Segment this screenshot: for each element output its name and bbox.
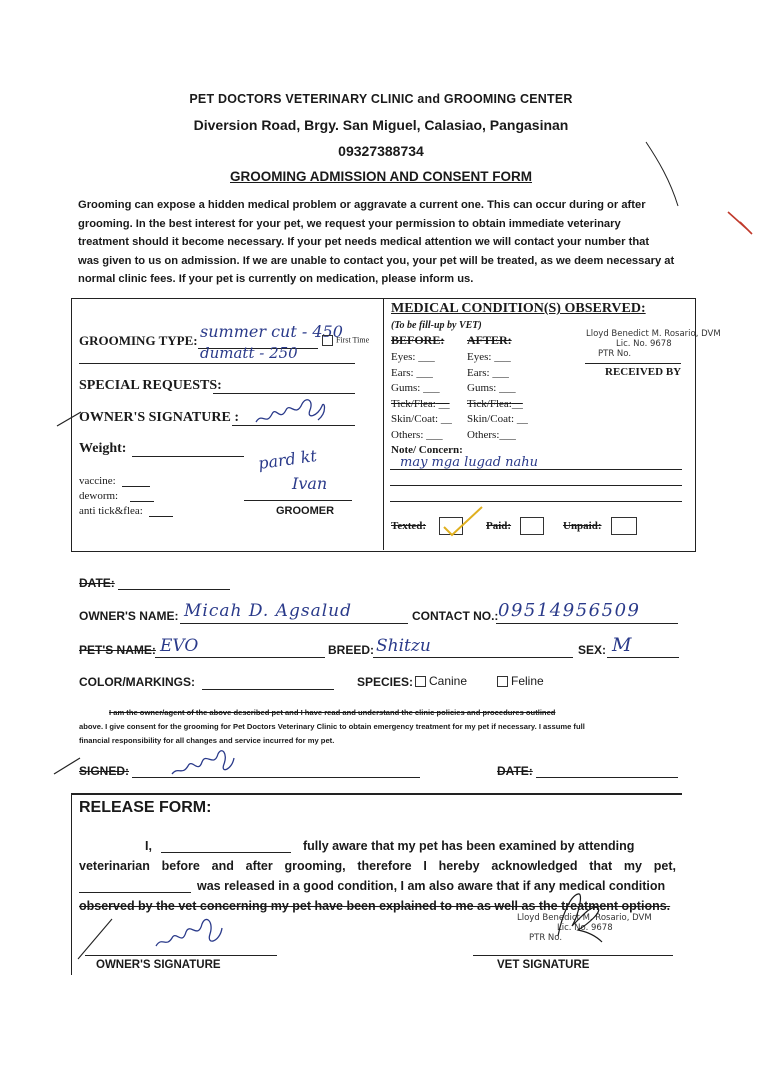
feline-option[interactable] bbox=[497, 674, 544, 688]
consent-line: above. I give consent for the grooming for Pet Doctors Veterinary Clinic to obtain emergency treatment for my pet if necessary. I assume full bbox=[79, 722, 585, 731]
box-divider bbox=[383, 298, 384, 550]
after-item: Others:___ bbox=[467, 428, 516, 441]
sex-label: SEX: bbox=[578, 643, 607, 657]
vet-stamp-name: Lloyd Benedict M. Rosario, DVM bbox=[517, 913, 652, 923]
paid-label: Paid: bbox=[486, 520, 512, 532]
release-title: RELEASE FORM: bbox=[79, 799, 212, 816]
check-mark-icon bbox=[440, 503, 486, 539]
pet-name-label: PET'S NAME: bbox=[79, 643, 156, 657]
groomer-name-1: pard kt bbox=[256, 445, 318, 474]
checkbox-icon[interactable] bbox=[497, 676, 508, 687]
anti-tick-line[interactable] bbox=[149, 516, 173, 517]
before-item: Ears: ___ bbox=[391, 366, 433, 379]
grooming-type-line-2 bbox=[79, 363, 355, 364]
pet-name-line[interactable] bbox=[155, 657, 325, 658]
paid-checkbox[interactable] bbox=[520, 517, 544, 535]
breed-line[interactable] bbox=[373, 657, 573, 658]
release-line-2: veterinarian before and after grooming, therefore I hereby acknowledged that my pet, bbox=[79, 859, 676, 873]
breed-value: Shitzu bbox=[376, 636, 431, 656]
check-mark-icon bbox=[52, 756, 84, 778]
first-time-label: First Time bbox=[336, 335, 370, 345]
texted-label: Texted: bbox=[391, 520, 427, 532]
release-vet-signature-line[interactable] bbox=[473, 955, 673, 956]
consent-line: I am the owner/agent of the above described pet and I have read and understand the clinic policies and procedures outlined bbox=[109, 708, 556, 717]
before-item: Skin/Coat: __ bbox=[391, 413, 452, 425]
pet-name-value: EVO bbox=[160, 636, 199, 656]
weight-label: Weight: bbox=[79, 441, 127, 456]
unpaid-label: Unpaid: bbox=[563, 520, 602, 532]
deworm-label: deworm: bbox=[79, 490, 119, 502]
clinic-address: Diversion Road, Brgy. San Miguel, Calasiao, Pangasinan bbox=[193, 117, 569, 133]
anti-tick-label: anti tick&flea: bbox=[79, 505, 143, 517]
date-line[interactable] bbox=[118, 589, 230, 590]
species-label: SPECIES: bbox=[357, 675, 414, 689]
release-vet-signature-label: VET SIGNATURE bbox=[497, 959, 590, 971]
grooming-type-value-2: dumatt - 250 bbox=[200, 344, 298, 362]
before-list bbox=[391, 350, 452, 443]
weight-line[interactable] bbox=[132, 456, 244, 457]
consent-paragraph bbox=[79, 706, 685, 748]
intro-line: Grooming can expose a hidden medical problem or aggravate a current one. This can occur during or after bbox=[78, 199, 646, 211]
after-item: Tick/Flea:__ bbox=[467, 397, 523, 410]
note-value: may mga lugad nahu bbox=[400, 455, 539, 470]
contact-label: CONTACT NO.: bbox=[412, 609, 499, 623]
sex-line[interactable] bbox=[607, 657, 679, 658]
vet-stamp-lic: Lic. No. 9678 bbox=[557, 923, 613, 933]
form-title: GROOMING ADMISSION AND CONSENT FORM bbox=[230, 169, 532, 184]
checkbox-icon[interactable] bbox=[322, 335, 333, 346]
before-label: BEFORE: bbox=[391, 333, 445, 347]
after-item: Gums: ___ bbox=[467, 382, 516, 394]
owner-signature-label: OWNER'S SIGNATURE : bbox=[79, 410, 239, 425]
owner-name-label: OWNER'S NAME: bbox=[79, 609, 179, 623]
groomer-label: GROOMER bbox=[276, 505, 335, 517]
clinic-name: PET DOCTORS VETERINARY CLINIC and GROOMING CENTER bbox=[189, 92, 573, 106]
intro-line: grooming. In the best interest for your pet, we request your permission to obtain immediate veterinary bbox=[78, 217, 621, 230]
color-label: COLOR/MARKINGS: bbox=[79, 675, 195, 689]
after-item: Skin/Coat: __ bbox=[467, 413, 528, 425]
vaccine-line[interactable] bbox=[122, 486, 150, 487]
stray-pen-mark bbox=[644, 140, 684, 210]
groomer-line bbox=[244, 500, 352, 501]
release-line-1: I, fully aware that my pet has been examined by attending bbox=[145, 839, 635, 853]
canine-option[interactable] bbox=[415, 674, 467, 688]
date-label: DATE: bbox=[79, 576, 115, 590]
intro-line: was given to us on admission. If we are unable to contact you, your pet will be treated, as we deem necessary at bbox=[78, 254, 675, 267]
signed-label: SIGNED: bbox=[79, 764, 130, 778]
note-line-2[interactable] bbox=[390, 485, 682, 486]
after-label: AFTER: bbox=[467, 333, 512, 347]
owner-signature-scribble bbox=[252, 392, 332, 428]
note-line-1[interactable] bbox=[390, 469, 682, 470]
contact-line[interactable] bbox=[496, 623, 678, 624]
deworm-line[interactable] bbox=[130, 501, 154, 502]
received-by-label: RECEIVED BY bbox=[605, 366, 682, 378]
vet-stamp-ptr: PTR No. bbox=[529, 933, 563, 943]
release-owner-signature-label: OWNER'S SIGNATURE bbox=[96, 959, 221, 971]
before-item: Gums: ___ bbox=[391, 382, 440, 394]
consent-date-label: DATE: bbox=[497, 764, 533, 778]
medical-title: MEDICAL CONDITION(S) OBSERVED: bbox=[391, 301, 646, 316]
intro-line: normal clinic fees. If your pet is currently on medication, please inform us. bbox=[78, 273, 474, 285]
owner-name-line[interactable] bbox=[180, 623, 408, 624]
vet-stamp bbox=[586, 329, 721, 359]
intro-line: treatment should it become necessary. If your pet needs medical attention we will contact your number that bbox=[78, 236, 650, 248]
consent-signature-scribble bbox=[168, 744, 238, 780]
grooming-type-value-1: summer cut - 450 bbox=[200, 322, 343, 341]
after-item: Eyes: ___ bbox=[467, 351, 511, 363]
clinic-phone: 09327388734 bbox=[338, 143, 424, 159]
vet-stamp-ptr: PTR No. bbox=[598, 349, 632, 359]
color-line[interactable] bbox=[202, 689, 334, 690]
canine-label: Canine bbox=[429, 674, 468, 688]
vet-stamp-lic: Lic. No. 9678 bbox=[616, 339, 672, 349]
release-line-3: was released in a good condition, I am also aware that if any medical condition bbox=[79, 876, 676, 896]
breed-label: BREED: bbox=[328, 643, 375, 657]
groomer-name-2: Ivan bbox=[292, 474, 328, 493]
note-label: Note/ Concern: bbox=[391, 444, 463, 456]
unpaid-checkbox[interactable] bbox=[611, 517, 637, 535]
contact-value: 09514956509 bbox=[498, 600, 641, 621]
stray-red-mark bbox=[726, 208, 756, 238]
vet-signature-scribble bbox=[548, 886, 608, 946]
vet-stamp-name: Lloyd Benedict M. Rosario, DVM bbox=[586, 329, 721, 339]
before-item: Eyes: ___ bbox=[391, 351, 435, 363]
before-item: Others: ___ bbox=[391, 428, 443, 441]
owner-name-value: Micah D. Agsalud bbox=[184, 601, 352, 621]
vaccine-label: vaccine: bbox=[79, 475, 116, 487]
consent-date-line[interactable] bbox=[536, 777, 678, 778]
grooming-type-label: GROOMING TYPE: bbox=[79, 333, 198, 348]
special-requests-label: SPECIAL REQUESTS: bbox=[79, 378, 222, 393]
release-owner-signature-line[interactable] bbox=[85, 955, 277, 956]
sex-value: M bbox=[612, 634, 632, 656]
check-mark-icon bbox=[55, 408, 85, 430]
received-by-line bbox=[585, 363, 681, 364]
consent-line: financial responsibility for all changes and service incurred for my pet. bbox=[79, 736, 335, 745]
release-owner-signature-scribble bbox=[150, 912, 230, 954]
first-time-checkbox[interactable] bbox=[322, 335, 369, 346]
intro-paragraph bbox=[78, 196, 684, 289]
release-line-4: observed by the vet concerning my pet have been explained to me as well as the treatment options. bbox=[79, 899, 671, 913]
after-list bbox=[467, 350, 528, 443]
medical-subtitle: (To be fill-up by VET) bbox=[391, 320, 482, 331]
note-line-3[interactable] bbox=[390, 501, 682, 502]
after-item: Ears: ___ bbox=[467, 366, 509, 379]
checkbox-icon[interactable] bbox=[415, 676, 426, 687]
before-item: Tick/Flea: __ bbox=[391, 397, 450, 410]
feline-label: Feline bbox=[511, 674, 544, 688]
